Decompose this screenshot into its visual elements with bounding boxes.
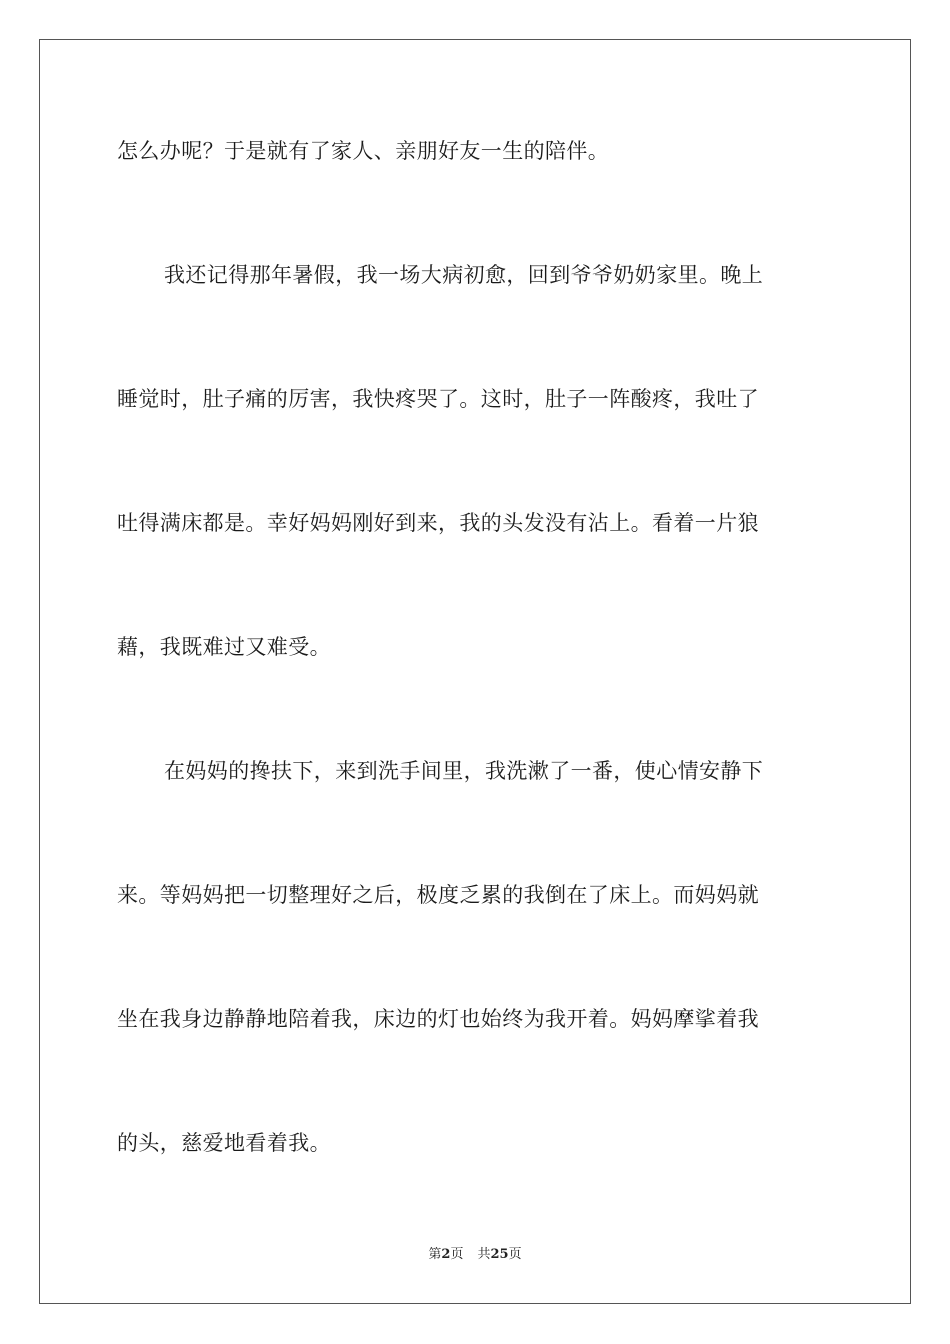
- text-line: 的头，慈爱地看着我。: [117, 1131, 331, 1155]
- text-line: 藉，我既难过又难受。: [117, 635, 331, 659]
- total-pages: 25: [490, 1247, 509, 1262]
- text-line: 怎么办呢？于是就有了家人、亲朋好友一生的陪伴。: [117, 139, 610, 163]
- page-prefix: 第: [428, 1247, 442, 1262]
- text-line: 来。等妈妈把一切整理好之后，极度乏累的我倒在了床上。而妈妈就: [117, 883, 759, 907]
- text-line: 我还记得那年暑假，我一场大病初愈，回到爷爷奶奶家里。晚上: [164, 263, 764, 287]
- text-line: 在妈妈的搀扶下，来到洗手间里，我洗漱了一番，使心情安静下: [164, 759, 764, 783]
- text-line: 睡觉时，肚子痛的厉害，我快疼哭了。这时，肚子一阵酸疼，我吐了: [117, 387, 759, 411]
- text-line: 坐在我身边静静地陪着我，床边的灯也始终为我开着。妈妈摩挲着我: [117, 1007, 759, 1031]
- page-footer: [0, 1246, 950, 1264]
- total-prefix: 共: [477, 1247, 491, 1262]
- total-suffix: 页: [508, 1247, 522, 1262]
- page-suffix: 页: [450, 1247, 464, 1262]
- page-border: [39, 39, 911, 1304]
- page-number: 2: [441, 1247, 451, 1262]
- text-line: 吐得满床都是。幸好妈妈刚好到来，我的头发没有沾上。看着一片狼: [117, 511, 759, 535]
